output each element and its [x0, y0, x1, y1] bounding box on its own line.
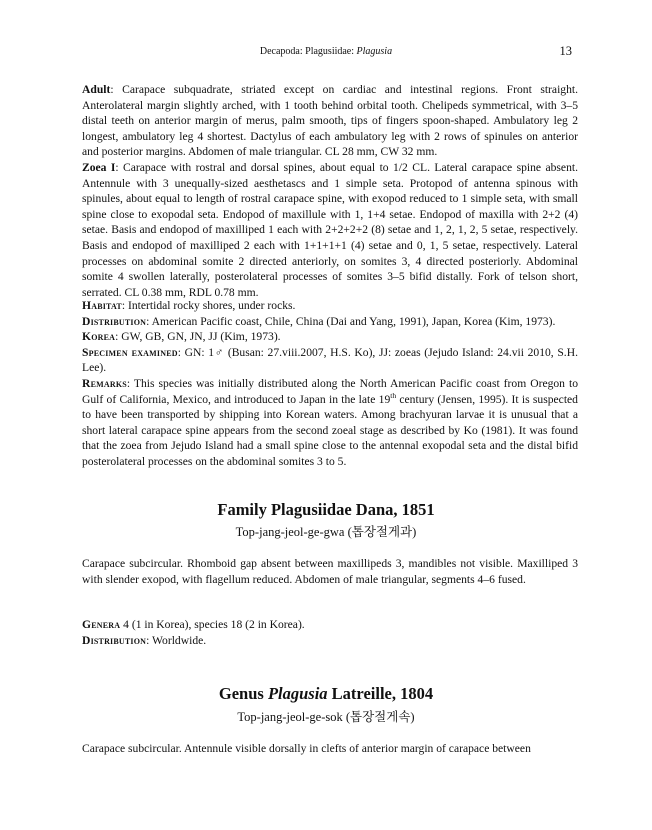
specimen-text: : GN: 1♂ (Busan: 27.viii.2007, H.S. Ko), JJ: zoeas (Jejudo Island: 24.vii 2010, S.H. Lee).	[82, 345, 578, 375]
running-head-title-prefix: Decapoda: Plagusiidae:	[259, 46, 357, 57]
adult-text: : Carapace subquadrate, striated except on cardiac and intestinal regions. Front straight. Anterolateral margin slightly arched, with 1 tooth behind orbital tooth. Chelipeds symmetrical, with 3–5 distal teeth on anterior margin of merus, palm smooth, tips of fingers spoon-shaped. Ambulatory leg 2 longest, ambulatory leg 4 shortest. Dactylus of each ambulatory leg with 2 rows of spinules on anterior and posterior margins. Abdomen of male triangular. CL 28 mm, CW 32 mm.	[82, 83, 578, 159]
specimen-label: Specimen examined	[82, 345, 178, 359]
family-distribution-paragraph	[82, 633, 578, 649]
remarks-text-2: century (Jensen, 1995). It is suspected to have been transported by shipping into Korean waters. Among brachyuran larvae it is unusual that a short lateral carapace spine appears from the second zoeal stage as described by Ko (1981). It was found that the zoea from Jejudo Island had a small spine close to the antennal exopodal seta and the distal bifid posterolateral processes on the abdominal somites 3 to 5.	[82, 392, 578, 468]
specimen-paragraph	[82, 345, 578, 376]
remarks-superscript: th	[390, 390, 397, 400]
adult-label: Adult	[82, 83, 111, 96]
zoea-paragraph	[82, 160, 578, 300]
family-description: Carapace subcircular. Rhomboid gap absent between maxillipeds 3, mandibles not visible. Maxilliped 3 with slender exopod, with flagellum reduced. Abdomen of male triangular, segments 4–6 fused.	[82, 557, 578, 586]
korea-text: : GW, GB, GN, JN, JJ (Kim, 1973).	[115, 330, 281, 344]
family-korean-name: Top-jang-jeol-ge-gwa (톱장절게과)	[235, 525, 417, 539]
distribution-paragraph	[82, 314, 578, 330]
running-head	[0, 44, 652, 60]
habitat-text: : Intertidal rocky shores, under rocks.	[121, 299, 296, 312]
remarks-text-1: : This species was initially distributed along the North American Pacific coast from Oregon to Gulf of California, Mexico, and introduced to Japan in the late 19	[82, 376, 578, 406]
running-head-genus: Plagusia	[356, 46, 393, 57]
species-notes-block	[82, 298, 578, 470]
korea-paragraph	[82, 329, 578, 345]
genus-heading-name: Plagusia	[267, 684, 328, 703]
distribution-label: Distribution	[82, 314, 147, 328]
family-distribution-label: Distribution	[82, 633, 147, 647]
genera-label: Genera	[82, 618, 121, 631]
family-notes-block	[82, 617, 578, 648]
page-number: 13	[559, 44, 572, 58]
family-heading: Family Plagusiidae Dana, 1851	[217, 500, 435, 519]
remarks-label: Remarks	[82, 376, 127, 390]
habitat-label: Habitat	[82, 299, 122, 312]
running-head-title	[0, 46, 652, 57]
genus-description-block	[82, 741, 578, 757]
family-distribution-text: : Worldwide.	[146, 633, 207, 647]
remarks-paragraph	[82, 376, 578, 470]
genus-heading-prefix: Genus	[218, 684, 268, 703]
zoea-label: Zoea I	[82, 160, 116, 174]
genera-text: 4 (1 in Korea), species 18 (2 in Korea).	[120, 618, 305, 631]
zoea-text: : Carapace with rostral and dorsal spines, about equal to 1/2 CL. Lateral carapace spine absent. Antennule with 3 unequally-sized aesthetascs and 1 simple seta. Protopod of antenna spinous with spinules, about equal to length of rostral carapace spine, with exopod reduced to 1 simple seta, with small spine close to exopodal seta. Endopod of maxillule with 1, 1+4 setae. Endopod of maxilla with 2+2 (4) setae. Basis and endopod of maxilliped 1 each with 2+2+2+2 (8) setae and 1, 2, 1, 2, 5 setae, respectively. Basis and endopod of maxilliped 2 each with 1+1+1+1 (4) setae and 0, 1, 5 setae, respectively. Lateral processes on abdominal somite 2 directed anteriorly, on somites 3, 4 directed posteriorly. Abdominal somite 4 swollen laterally, posterolateral processes of somites 3–5 bifid distally. Fork of telson short, serrated. CL 0.38 mm, RDL 0.78 mm.	[82, 160, 578, 299]
genus-heading	[0, 684, 652, 704]
adult-paragraph	[82, 82, 578, 160]
genus-description: Carapace subcircular. Antennule visible dorsally in clefts of anterior margin of carapace between	[82, 742, 531, 755]
korea-label: Korea	[82, 330, 116, 344]
genus-korean-name: Top-jang-jeol-ge-sok (톱장절게속)	[237, 710, 415, 724]
genus-heading-suffix: Latreille, 1804	[327, 684, 434, 703]
genera-paragraph	[82, 617, 578, 633]
distribution-text: : American Pacific coast, Chile, China (Dai and Yang, 1991), Japan, Korea (Kim, 1973).	[146, 314, 556, 328]
family-description-block	[82, 556, 578, 587]
species-description-block	[82, 82, 578, 300]
habitat-paragraph	[82, 298, 578, 314]
